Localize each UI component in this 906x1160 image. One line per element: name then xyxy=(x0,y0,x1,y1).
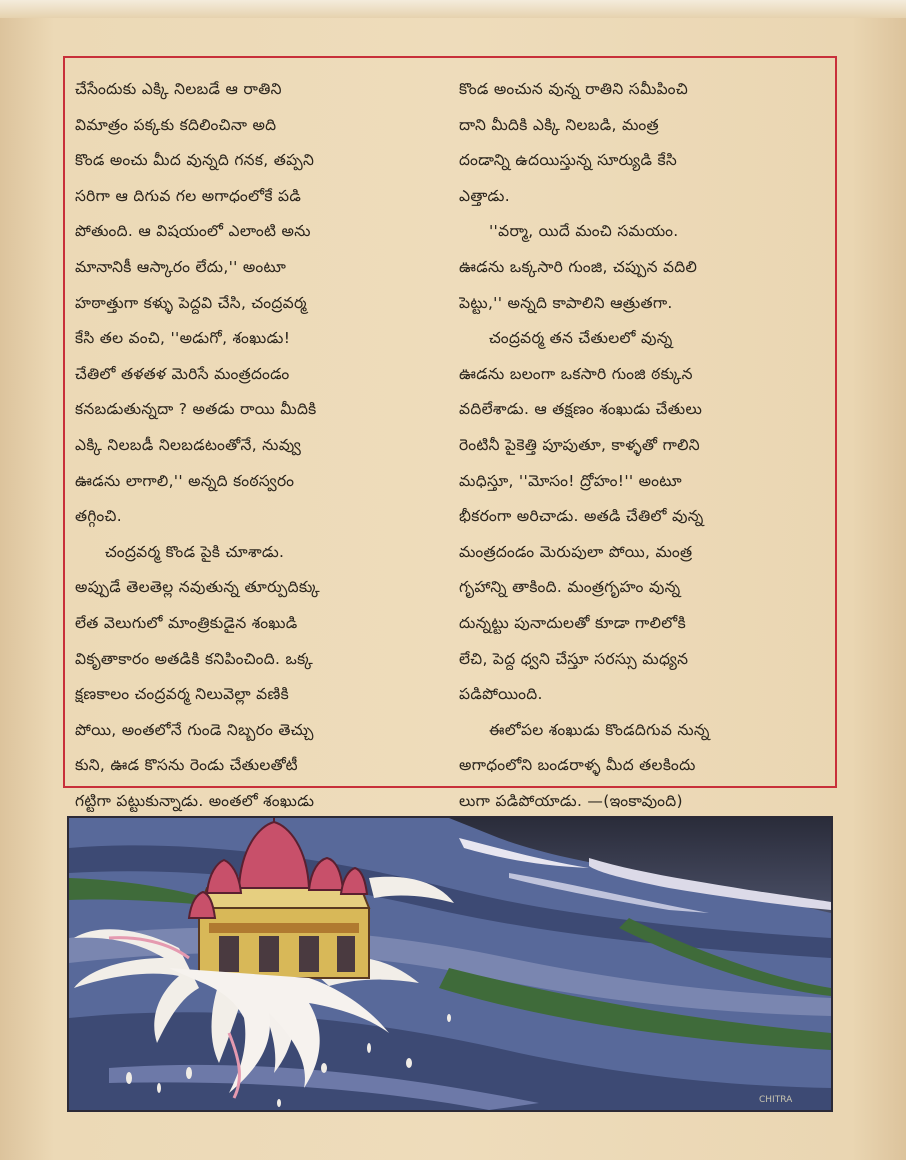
left-column xyxy=(75,72,447,819)
text-line: కనబడుతున్నదా ? అతడు రాయి మీదికి xyxy=(75,400,317,419)
right-column xyxy=(459,72,831,819)
text-line: లేత వెలుగులో మాంత్రికుడైన శంఖుడి xyxy=(75,613,298,632)
text-line: ఊడను లాగాలి,'' అన్నది కంఠస్వరం xyxy=(75,471,295,490)
text-line: ఈలోపల శంఖుడు కొండదిగువ నున్న xyxy=(489,720,710,739)
text-line: క్షణకాలం చంద్రవర్మ నిలువెల్లా వణికి xyxy=(75,685,289,704)
text-line: ఊడను ఒక్కసారి గుంజి, చప్పున వదిలి xyxy=(459,257,698,276)
text-line: దండాన్ని ఉదయిస్తున్న సూర్యుడి కేసి xyxy=(459,151,678,170)
text-line: మంత్రదండం మెరుపులా పోయి, మంత్ర xyxy=(459,542,693,561)
text-line: గట్టిగా పట్టుకున్నాడు. అంతలో శంఖుడు xyxy=(75,791,315,810)
text-line: చేతిలో తళతళ మెరిసే మంత్రదండం xyxy=(75,364,290,383)
text-frame xyxy=(63,56,837,810)
text-line: గృహాన్ని తాకింది. మంత్రగృహం వున్న xyxy=(459,578,681,597)
text-line: దాని మీదికి ఎక్కి నిలబడి, మంత్ర xyxy=(459,115,659,134)
text-line: పెట్టు,'' అన్నది కాపాలిని ఆత్రుతగా. xyxy=(459,293,673,312)
text-line: కొండ అంచు మీద వున్నది గనక, తప్పని xyxy=(75,151,315,170)
text-line: సరిగా ఆ దిగువ గల అగాధంలోకే పడి xyxy=(75,186,302,205)
text-line: హఠాత్తుగా కళ్ళు పెద్దవి చేసి, చంద్రవర్మ xyxy=(75,293,307,312)
text-line: ఎక్కి నిలబడీ నిలబడటంతోనే, నువ్వు xyxy=(75,435,302,454)
text-line: ''వర్మా, యిదే మంచి సమయం. xyxy=(489,222,679,241)
text-line: తగ్గించి. xyxy=(75,507,122,526)
text-line: చేసేందుకు ఎక్కి నిలబడే ఆ రాతిని xyxy=(75,80,282,98)
text-line: రెంటినీ పైకెత్తి పూపుతూ, కాళ్ళతో గాలిని xyxy=(459,435,700,454)
text-line: మధిస్తూ, ''మోసం! ద్రోహం!'' అంటూ xyxy=(459,471,682,490)
text-line: వదిలేశాడు. ఆ తక్షణం శంఖుడు చేతులు xyxy=(459,400,703,419)
text-line: పడిపోయింది. xyxy=(459,685,543,704)
text-line: పోయి, అంతలోనే గుండె నిబ్బరం తెచ్చు xyxy=(75,720,314,739)
illustration-panel xyxy=(67,816,833,1112)
text-line: విమాత్రం పక్కకు కదిలించినా అది xyxy=(75,115,277,134)
text-line: వికృతాకారం అతడికి కనిపించింది. ఒక్క xyxy=(75,649,314,668)
text-line: కుని, ఊడ కొసను రెండు చేతులతోటీ xyxy=(75,756,298,775)
text-line: ఊడను బలంగా ఒకసారి గుంజి ఠక్కున xyxy=(459,364,693,383)
text-line: కేసి తల వంచి, ''అడుగో, శంఖుడు! xyxy=(75,329,291,348)
page-top-edge xyxy=(0,0,906,18)
text-line: లుగా పడిపోయాడు. —(ఇంకావుంది) xyxy=(459,791,683,810)
text-line: లేచి, పెద్ద ధ్వని చేస్తూ సరస్సు మధ్యన xyxy=(459,649,689,668)
text-line: మానానికీ ఆస్కారం లేదు,'' అంటూ xyxy=(75,257,287,276)
text-line: ఎత్తాడు. xyxy=(459,186,510,205)
text-line: భీకరంగా అరిచాడు. అతడి చేతిలో వున్న xyxy=(459,507,704,526)
text-line: చంద్రవర్మ కొండ పైకి చూశాడు. xyxy=(105,542,285,561)
text-line: దున్నట్టు పునాదులతో కూడా గాలిలోకి xyxy=(459,613,687,632)
text-line: పోతుంది. ఆ విషయంలో ఎలాంటి అను xyxy=(75,222,311,241)
text-line: అప్పుడే తెలతెల్ల నవుతున్న తూర్పుదిక్కు xyxy=(75,578,320,597)
text-line: చంద్రవర్మ తన చేతులలో వున్న xyxy=(489,329,673,348)
text-line: కొండ అంచున వున్న రాతిని సమీపించి xyxy=(459,80,688,98)
text-line: అగాధంలోని బండరాళ్ళ మీద తలకిందు xyxy=(459,756,696,775)
artist-signature: CHITRA xyxy=(759,1095,793,1105)
lake-temple-illustration xyxy=(69,818,831,1110)
